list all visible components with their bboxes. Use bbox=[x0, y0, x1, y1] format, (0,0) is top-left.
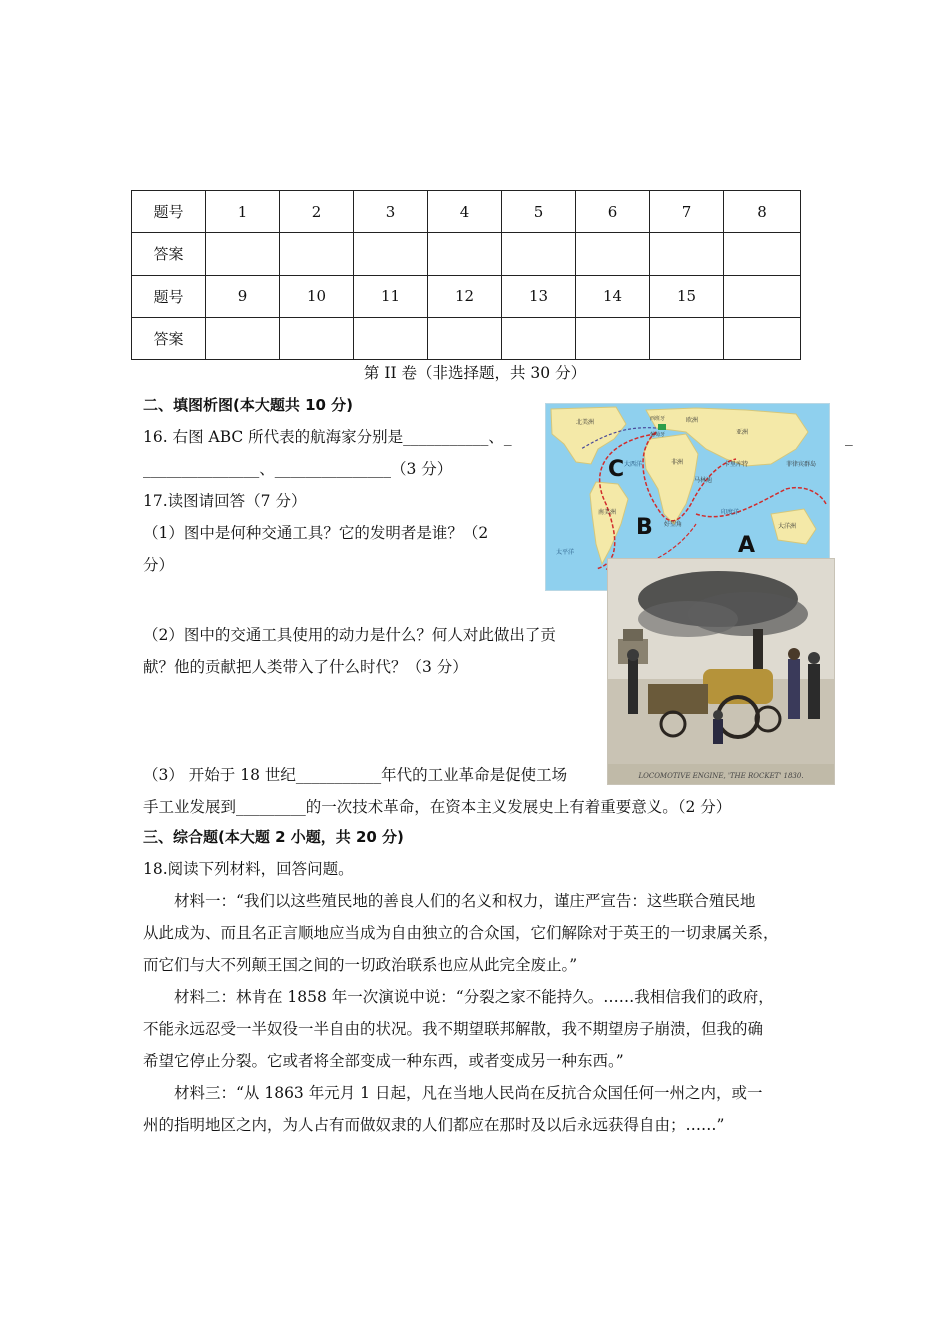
map-place: 南美洲 bbox=[598, 509, 617, 516]
answer-cell[interactable] bbox=[650, 317, 724, 359]
table-row bbox=[132, 233, 801, 275]
material1-line3: 而它们与大不列颠王国之间的一切政治联系也应从此完全废止。” bbox=[143, 956, 578, 974]
map-label-b: B bbox=[636, 515, 653, 540]
map-label-c: C bbox=[608, 457, 625, 482]
answer-cell[interactable] bbox=[576, 233, 650, 275]
material2-line1: 材料二：林肯在 1858 年一次演说中说：“分裂之家不能持久。……我相信我们的政府， bbox=[174, 988, 774, 1006]
map-place: 亚洲 bbox=[736, 429, 749, 436]
row-label: 答案 bbox=[132, 233, 206, 275]
material1-line2: 从此成为、而且名正言顺地应当成为自由独立的合众国，它们解除对于英王的一切隶属关系， bbox=[143, 924, 779, 942]
row-label: 题号 bbox=[132, 275, 206, 317]
answer-cell[interactable] bbox=[428, 317, 502, 359]
answer-cell[interactable] bbox=[354, 317, 428, 359]
q17-part1-line1: （1）图中是何种交通工具？它的发明者是谁？（2 bbox=[143, 524, 489, 542]
q17-part3-line2: 手工业发展到_________的一次技术革命，在资本主义发展史上有着重要意义。（2 分） bbox=[143, 798, 732, 816]
table-cell: 2 bbox=[280, 191, 354, 233]
q17-title: 17.读图请回答（7 分） bbox=[143, 492, 307, 510]
answer-cell[interactable] bbox=[354, 233, 428, 275]
table-row bbox=[132, 191, 801, 233]
map-place: 葡萄牙 bbox=[650, 432, 666, 438]
answer-table bbox=[131, 190, 801, 360]
locomotive-graphic bbox=[608, 559, 834, 784]
q16-line1: 16. 右图 ABC 所代表的航海家分别是___________、_ bbox=[143, 428, 512, 446]
map-place: 大西洋 bbox=[624, 461, 643, 468]
q17-part1-line2: 分） bbox=[143, 556, 175, 574]
map-place: 非洲 bbox=[671, 459, 684, 466]
answer-cell[interactable] bbox=[280, 233, 354, 275]
table-cell: 14 bbox=[576, 275, 650, 317]
material3-line2: 州的指明地区之内，为人占有而做奴隶的人们都应在那时及以后永远获得自由；……” bbox=[143, 1116, 725, 1134]
material1-line1: 材料一：“我们以这些殖民地的善良人们的名义和权力，谨庄严宣告：这些联合殖民地 bbox=[174, 892, 756, 910]
map-place: 马林迪 bbox=[694, 477, 713, 484]
q18-prompt: 18.阅读下列材料，回答问题。 bbox=[143, 860, 354, 878]
table-cell bbox=[724, 275, 801, 317]
answer-cell[interactable] bbox=[724, 317, 801, 359]
answer-cell[interactable] bbox=[206, 317, 280, 359]
q17-part2-line2: 献？他的贡献把人类带入了什么时代？（3 分） bbox=[143, 658, 468, 676]
table-cell: 13 bbox=[502, 275, 576, 317]
table-cell: 12 bbox=[428, 275, 502, 317]
table-cell: 9 bbox=[206, 275, 280, 317]
table-cell: 1 bbox=[206, 191, 280, 233]
table-cell: 6 bbox=[576, 191, 650, 233]
map-place: 西班牙 bbox=[650, 416, 666, 422]
table-cell: 10 bbox=[280, 275, 354, 317]
map-label-a: A bbox=[738, 533, 756, 558]
answer-cell[interactable] bbox=[502, 233, 576, 275]
rocket-locomotive-image bbox=[607, 558, 835, 785]
row-label: 题号 bbox=[132, 191, 206, 233]
map-place: 菲律宾群岛 bbox=[786, 461, 817, 468]
answer-cell[interactable] bbox=[724, 233, 801, 275]
locomotive-caption: LOCOMOTIVE ENGINE, 'THE ROCKET' 1830. bbox=[638, 772, 804, 780]
answer-cell[interactable] bbox=[206, 233, 280, 275]
section2-heading: 二、填图析图(本大题共 10 分) bbox=[143, 396, 354, 414]
table-cell: 4 bbox=[428, 191, 502, 233]
row-label: 答案 bbox=[132, 317, 206, 359]
table-cell: 5 bbox=[502, 191, 576, 233]
material2-line2: 不能永远忍受一半奴役一半自由的状况。我不期望联邦解散，我不期望房子崩溃，但我的确 bbox=[143, 1020, 764, 1038]
q16-tail: _ bbox=[845, 428, 853, 446]
map-place: 欧洲 bbox=[686, 417, 699, 424]
answer-cell[interactable] bbox=[280, 317, 354, 359]
part2-title: 第 II 卷（非选择题，共 30 分） bbox=[363, 364, 587, 382]
map-place: 北美洲 bbox=[576, 419, 595, 426]
map-place: 太平洋 bbox=[556, 549, 575, 556]
answer-cell[interactable] bbox=[650, 233, 724, 275]
table-cell: 8 bbox=[724, 191, 801, 233]
answer-cell[interactable] bbox=[502, 317, 576, 359]
table-cell: 3 bbox=[354, 191, 428, 233]
table-cell: 7 bbox=[650, 191, 724, 233]
material3-line1: 材料三：“从 1863 年元月 1 日起，凡在当地人民尚在反抗合众国任何一州之内，或一 bbox=[174, 1084, 763, 1102]
table-row bbox=[132, 317, 801, 359]
table-row bbox=[132, 275, 801, 317]
q17-part2-line1: （2）图中的交通工具使用的动力是什么？何人对此做出了贡 bbox=[143, 626, 556, 644]
q16-line2: _______________、_______________（3 分） bbox=[143, 460, 453, 478]
q17-part3-line1: （3） 开始于 18 世纪___________年代的工业革命是促使工场 bbox=[143, 766, 568, 784]
map-place: 印度洋 bbox=[721, 509, 740, 516]
material2-line3: 希望它停止分裂。它或者将全部变成一种东西，或者变成另一种东西。” bbox=[143, 1052, 624, 1070]
table-cell: 15 bbox=[650, 275, 724, 317]
section3-heading: 三、综合题(本大题 2 小题，共 20 分) bbox=[143, 828, 404, 846]
map-place: 好望角 bbox=[664, 521, 683, 528]
table-cell: 11 bbox=[354, 275, 428, 317]
answer-cell[interactable] bbox=[428, 233, 502, 275]
map-place: 卡里库特 bbox=[724, 461, 749, 468]
map-place: 大洋洲 bbox=[778, 523, 797, 530]
answer-cell[interactable] bbox=[576, 317, 650, 359]
